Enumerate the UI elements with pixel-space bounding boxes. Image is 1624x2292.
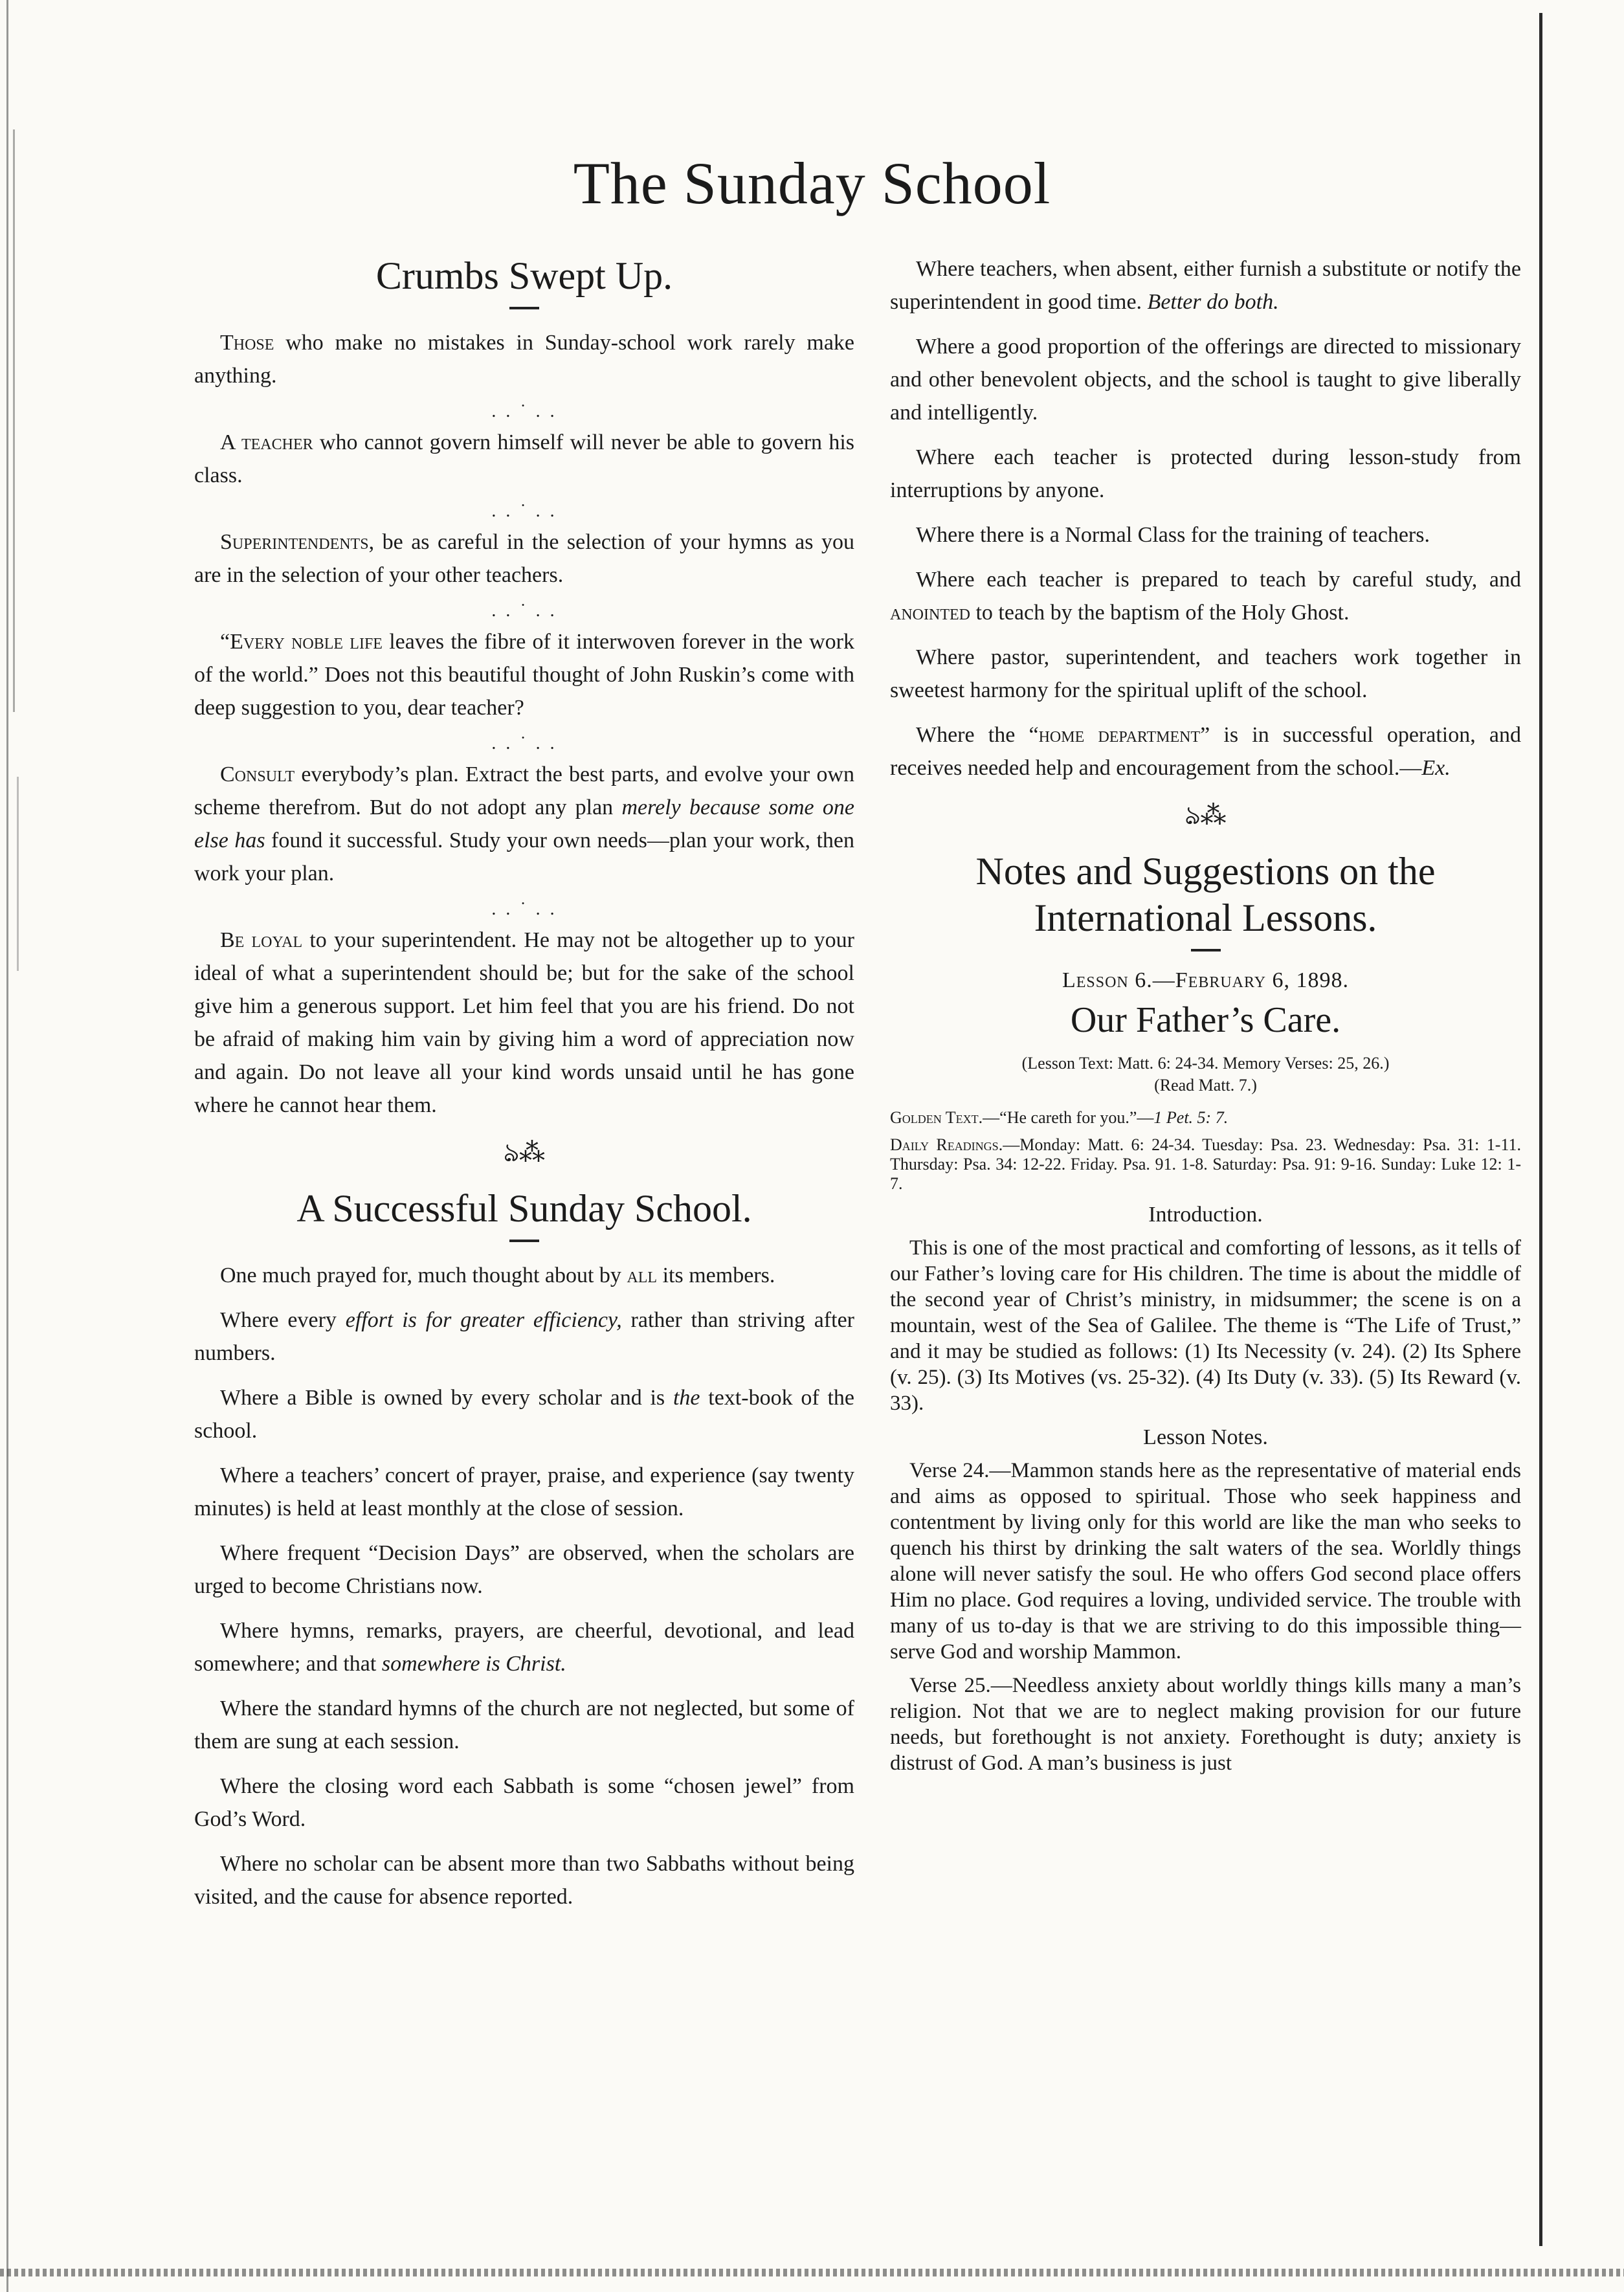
golden-text: Golden Text.—“He careth for you.”—1 Pet. 5: 7. (890, 1108, 1229, 1127)
dot-separator: . . ˙ . . (491, 733, 557, 753)
successful-item: Where a teachers’ concert of prayer, praise, and experience (say twenty minutes) is held at least monthly at the close of session. (194, 1463, 854, 1520)
successful-item: Where pastor, superintendent, and teachers work together in sweetest harmony for the spiritual uplift of the school. (890, 645, 1521, 702)
dot-separator: . . ˙ . . (491, 601, 557, 621)
introduction-heading: Introduction. (1148, 1203, 1263, 1227)
lesson-text-ref: (Lesson Text: Matt. 6: 24-34. Memory Verses: 25, 26.) (Read Matt. 7.) (1021, 1054, 1390, 1095)
crumb-paragraph: Those who make no mistakes in Sunday-school work rarely make anything. (194, 331, 854, 388)
crumbs-heading: Crumbs Swept Up. (375, 254, 673, 297)
lesson-date: Lesson 6.—February 6, 1898. (1062, 968, 1350, 992)
heading-dash (509, 307, 539, 309)
successful-item: Where each teacher is prepared to teach by careful study, and anointed to teach by the baptism of the Holy Ghost. (890, 568, 1521, 625)
daily-readings: Daily Readings.—Monday: Matt. 6: 24-34. Tuesday: Psa. 23. Wednesday: Psa. 31: 1-11. Thursday: Psa. 34: 12-22. Friday. Psa. 91. 1-8. Saturday: Psa. 91: 9-16. Sunday: Luke 12: 1-7. (890, 1135, 1521, 1193)
right-column (890, 252, 1521, 1784)
successful-item: Where each teacher is protected during lesson-study from interruptions by anyone. (890, 445, 1521, 502)
dot-separator: . . ˙ . . (491, 401, 557, 421)
heading-dash (1191, 949, 1221, 951)
successful-item: Where a good proportion of the offerings are directed to missionary and other benevolent objects, and the school is taught to give liberally and intelligently. (890, 335, 1521, 425)
scanned-page-edge (5, 0, 21, 2292)
successful-item: Where frequent “Decision Days” are observed, when the scholars are urged to become Christians now. (194, 1541, 854, 1598)
crumb-paragraph: A teacher who cannot govern himself will never be able to govern his class. (194, 430, 854, 487)
bottom-scan-strip (0, 2269, 1624, 2276)
ornament-icon: ঌ⁂ (1185, 801, 1227, 830)
lesson-notes-heading: Lesson Notes. (1143, 1425, 1268, 1449)
successful-heading: A Successful Sunday School. (296, 1187, 752, 1230)
crumb-paragraph: Consult everybody’s plan. Extract the best parts, and evolve your own scheme therefrom. But do not adopt any plan merely because some one else has found it successful. Study your own needs—plan your work, then work your plan. (194, 762, 855, 885)
lesson-title: Our Father’s Care. (1070, 1000, 1341, 1040)
introduction-text: This is one of the most practical and comforting of lessons, as it tells of our Father’s loving care for His children. The time is about the middle of the second year of Christ’s ministry, in midsummer; the scene is on a mountain, west of the Sea of Galilee. The theme is “The Life of Trust,” and it may be studied as follows: (1) Its Necessity (v. 24). (2) Its Sphere (v. 25). (3) Its Motives (vs. 25-32). (4) Its Duty (v. 33). (5) Its Reward (v. 33). (890, 1236, 1521, 1415)
notes-heading-line2: International Lessons. (1034, 896, 1377, 939)
dot-separator: . . ˙ . . (491, 899, 557, 919)
successful-item: Where every effort is for greater efficiency, rather than striving after numbers. (194, 1308, 854, 1365)
crumb-paragraph: Superintendents, be as careful in the selection of your hymns as you are in the selection of your other teachers. (194, 530, 854, 587)
successful-item: Where the standard hymns of the church are not neglected, but some of them are sung at each session. (194, 1697, 854, 1753)
left-column (194, 252, 854, 1925)
verse-25-note: Verse 25.—Needless anxiety about worldly things kills many a man’s religion. Not that we are to neglect making provision for our future needs, but forethought is not anxiety. Forethought is duty; anxiety is distrust of God. A man’s business is just (890, 1674, 1521, 1775)
crumb-paragraph: Be loyal to your superintendent. He may not be altogether up to your ideal of what a superintendent should be; but for the sake of the school give him a generous support. Let him feel that you are his friend. Do not be afraid of making him vain by giving him a word of appreciation now and again. Do not leave all your kind words unsaid until he has gone where he cannot hear them. (194, 928, 855, 1117)
successful-item: Where a Bible is owned by every scholar and is the text-book of the school. (194, 1386, 854, 1443)
successful-item: Where the “home department” is in successful operation, and receives needed help and encouragement from the school.—Ex. (890, 723, 1521, 780)
successful-item: Where no scholar can be absent more than two Sabbaths without being visited, and the cause for absence reported. (194, 1852, 854, 1909)
right-margin-rule (1539, 13, 1542, 2246)
successful-item: Where there is a Normal Class for the training of teachers. (916, 523, 1430, 547)
crumb-paragraph: “Every noble life leaves the fibre of it interwoven forever in the work of the world.” Does not this beautiful thought of John Ruskin’s come with deep suggestion to you, dear teacher? (194, 630, 854, 720)
page-title: The Sunday School (573, 150, 1051, 216)
successful-intro: One much prayed for, much thought about by all its members. (220, 1263, 775, 1287)
successful-item: Where hymns, remarks, prayers, are cheerful, devotional, and lead somewhere; and that somewhere is Christ. (194, 1619, 854, 1676)
successful-item: Where teachers, when absent, either furnish a substitute or notify the superintendent in good time. Better do both. (890, 257, 1521, 314)
ornament-icon: ঌ⁂ (503, 1138, 546, 1167)
dot-separator: . . ˙ . . (491, 501, 557, 521)
notes-heading-line1: Notes and Suggestions on the (975, 850, 1436, 893)
heading-dash (509, 1240, 539, 1242)
verse-24-note: Verse 24.—Mammon stands here as the representative of material ends and aims as opposed to spiritual. Those who seek happiness and contentment by living only for this world are like the man who seeks to quench his thirst by drinking the salt waters of the sea. Worldly things alone will never satisfy the soul. He who offers God second place offers Him no place. God requires a loving, undivided service. The trouble with many of us to-day is that we are striving to do this impossible thing—serve God and worship Mammon. (890, 1459, 1521, 1663)
successful-item: Where the closing word each Sabbath is some “chosen jewel” from God’s Word. (194, 1774, 854, 1831)
